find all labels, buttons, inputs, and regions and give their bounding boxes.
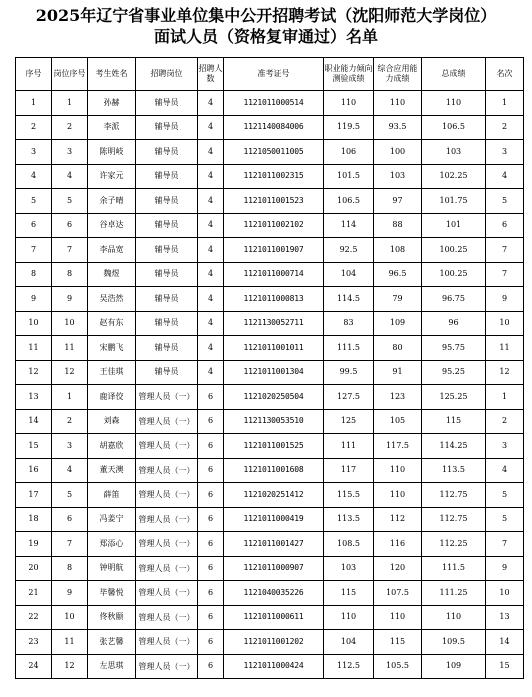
cell-name: 谷卓达: [88, 213, 136, 238]
cell-ticket: 1121140084006: [224, 115, 324, 140]
cell-name: 李品宽: [88, 238, 136, 263]
cell-seq: 18: [16, 507, 52, 532]
cell-seq: 15: [16, 434, 52, 459]
cell-name: 吴浩然: [88, 287, 136, 312]
cell-total: 100.25: [422, 238, 486, 263]
cell-applied: 80: [374, 336, 422, 361]
table-row: [16, 311, 524, 336]
cell-total: 101.75: [422, 189, 486, 214]
cell-position: 辅导员: [136, 311, 198, 336]
cell-ticket: 1121011002315: [224, 164, 324, 189]
table-row: [16, 483, 524, 508]
cell-applied: 93.5: [374, 115, 422, 140]
cell-ticket: 1121011001907: [224, 238, 324, 263]
cell-ticket: 1121011000714: [224, 262, 324, 287]
cell-total: 109: [422, 654, 486, 679]
cell-ticket: 1121011000424: [224, 654, 324, 679]
table-row: [16, 213, 524, 238]
cell-seq: 16: [16, 458, 52, 483]
cell-ticket: 1121011001608: [224, 458, 324, 483]
cell-ticket: 1121011000813: [224, 287, 324, 312]
cell-aptitude: 110: [324, 91, 374, 116]
cell-post-seq: 7: [52, 532, 88, 557]
cell-rank: 2: [486, 409, 524, 434]
cell-aptitude: 112.5: [324, 654, 374, 679]
cell-rank: 7: [486, 262, 524, 287]
cell-total: 115: [422, 409, 486, 434]
cell-name: 孙赫: [88, 91, 136, 116]
cell-quota: 6: [198, 483, 224, 508]
cell-position: 管理人员（一）: [136, 556, 198, 581]
header-total-score: 总成绩: [422, 58, 486, 91]
cell-ticket: 1121011000514: [224, 91, 324, 116]
cell-total: 111.5: [422, 556, 486, 581]
cell-position: 辅导员: [136, 164, 198, 189]
cell-applied: 115: [374, 630, 422, 655]
cell-aptitude: 111.5: [324, 336, 374, 361]
cell-position: 管理人员（一）: [136, 409, 198, 434]
cell-name: 薛笛: [88, 483, 136, 508]
cell-position: 辅导员: [136, 336, 198, 361]
cell-name: 张艺馨: [88, 630, 136, 655]
cell-total: 111.25: [422, 581, 486, 606]
cell-applied: 117.5: [374, 434, 422, 459]
cell-seq: 7: [16, 238, 52, 263]
cell-total: 113.5: [422, 458, 486, 483]
cell-name: 许家元: [88, 164, 136, 189]
cell-applied: 105: [374, 409, 422, 434]
cell-position: 管理人员（一）: [136, 654, 198, 679]
cell-applied: 79: [374, 287, 422, 312]
cell-name: 刘森: [88, 409, 136, 434]
cell-quota: 4: [198, 213, 224, 238]
cell-ticket: 1121011001525: [224, 434, 324, 459]
cell-aptitude: 111: [324, 434, 374, 459]
cell-total: 112.75: [422, 483, 486, 508]
cell-applied: 120: [374, 556, 422, 581]
cell-total: 95.25: [422, 360, 486, 385]
table-row: [16, 287, 524, 312]
cell-ticket: 1121011000419: [224, 507, 324, 532]
cell-rank: 15: [486, 654, 524, 679]
cell-quota: 6: [198, 434, 224, 459]
cell-name: 冯姜宁: [88, 507, 136, 532]
cell-rank: 5: [486, 189, 524, 214]
cell-seq: 11: [16, 336, 52, 361]
cell-quota: 6: [198, 654, 224, 679]
cell-total: 102.25: [422, 164, 486, 189]
cell-seq: 6: [16, 213, 52, 238]
cell-ticket: 1121130053510: [224, 409, 324, 434]
table-row: [16, 115, 524, 140]
cell-rank: 12: [486, 360, 524, 385]
cell-quota: 6: [198, 532, 224, 557]
cell-aptitude: 99.5: [324, 360, 374, 385]
cell-aptitude: 106.5: [324, 189, 374, 214]
cell-position: 辅导员: [136, 91, 198, 116]
cell-aptitude: 104: [324, 262, 374, 287]
cell-position: 辅导员: [136, 287, 198, 312]
table-row: [16, 385, 524, 410]
cell-applied: 123: [374, 385, 422, 410]
cell-quota: 4: [198, 311, 224, 336]
cell-aptitude: 106: [324, 140, 374, 165]
cell-aptitude: 110: [324, 605, 374, 630]
cell-total: 103: [422, 140, 486, 165]
cell-name: 毕馨悦: [88, 581, 136, 606]
cell-applied: 112: [374, 507, 422, 532]
cell-ticket: 1121011000611: [224, 605, 324, 630]
cell-post-seq: 10: [52, 311, 88, 336]
header-seq: 序号: [16, 58, 52, 91]
cell-aptitude: 104: [324, 630, 374, 655]
cell-seq: 20: [16, 556, 52, 581]
cell-ticket: 1121011000907: [224, 556, 324, 581]
cell-name: 赵有东: [88, 311, 136, 336]
cell-applied: 107.5: [374, 581, 422, 606]
cell-aptitude: 108.5: [324, 532, 374, 557]
cell-post-seq: 1: [52, 91, 88, 116]
cell-aptitude: 115: [324, 581, 374, 606]
title-line-2: 面试人员（资格复审通过）名单: [153, 27, 378, 46]
table-row: [16, 189, 524, 214]
cell-aptitude: 127.5: [324, 385, 374, 410]
cell-rank: 14: [486, 630, 524, 655]
table-body: [16, 91, 524, 679]
cell-seq: 2: [16, 115, 52, 140]
cell-rank: 10: [486, 311, 524, 336]
cell-aptitude: 114: [324, 213, 374, 238]
cell-position: 辅导员: [136, 238, 198, 263]
cell-applied: 110: [374, 458, 422, 483]
cell-quota: 6: [198, 556, 224, 581]
cell-post-seq: 1: [52, 385, 88, 410]
cell-rank: 9: [486, 287, 524, 312]
cell-rank: 4: [486, 164, 524, 189]
cell-applied: 110: [374, 483, 422, 508]
cell-applied: 97: [374, 189, 422, 214]
cell-seq: 9: [16, 287, 52, 312]
cell-aptitude: 114.5: [324, 287, 374, 312]
cell-position: 管理人员（一）: [136, 630, 198, 655]
cell-rank: 5: [486, 507, 524, 532]
cell-applied: 116: [374, 532, 422, 557]
cell-quota: 4: [198, 140, 224, 165]
cell-post-seq: 8: [52, 556, 88, 581]
cell-name: 左思琪: [88, 654, 136, 679]
cell-post-seq: 12: [52, 654, 88, 679]
table-row: [16, 140, 524, 165]
cell-position: 管理人员（一）: [136, 581, 198, 606]
cell-quota: 6: [198, 605, 224, 630]
cell-total: 110: [422, 91, 486, 116]
cell-total: 112.75: [422, 507, 486, 532]
cell-seq: 22: [16, 605, 52, 630]
cell-name: 陈明岐: [88, 140, 136, 165]
cell-name: 魏煜: [88, 262, 136, 287]
cell-seq: 17: [16, 483, 52, 508]
cell-rank: 3: [486, 140, 524, 165]
cell-position: 管理人员（一）: [136, 458, 198, 483]
cell-post-seq: 3: [52, 140, 88, 165]
cell-quota: 4: [198, 115, 224, 140]
cell-applied: 100: [374, 140, 422, 165]
cell-name: 胡嘉欣: [88, 434, 136, 459]
table-row: [16, 556, 524, 581]
cell-position: 管理人员（一）: [136, 385, 198, 410]
cell-seq: 23: [16, 630, 52, 655]
table-row: [16, 654, 524, 679]
cell-quota: 6: [198, 409, 224, 434]
cell-seq: 14: [16, 409, 52, 434]
candidates-table: [15, 57, 524, 679]
table-row: [16, 360, 524, 385]
cell-ticket: 1121011001523: [224, 189, 324, 214]
cell-rank: 6: [486, 213, 524, 238]
cell-post-seq: 9: [52, 581, 88, 606]
cell-aptitude: 117: [324, 458, 374, 483]
cell-ticket: 1121050011005: [224, 140, 324, 165]
cell-applied: 88: [374, 213, 422, 238]
cell-name: 王佳琪: [88, 360, 136, 385]
cell-seq: 8: [16, 262, 52, 287]
cell-aptitude: 92.5: [324, 238, 374, 263]
cell-rank: 1: [486, 91, 524, 116]
cell-position: 辅导员: [136, 262, 198, 287]
cell-quota: 4: [198, 287, 224, 312]
cell-quota: 6: [198, 385, 224, 410]
cell-name: 董天澳: [88, 458, 136, 483]
cell-name: 佟秋颐: [88, 605, 136, 630]
cell-total: 101: [422, 213, 486, 238]
cell-name: 钟明航: [88, 556, 136, 581]
cell-aptitude: 119.5: [324, 115, 374, 140]
cell-post-seq: 9: [52, 287, 88, 312]
cell-rank: 13: [486, 605, 524, 630]
cell-quota: 4: [198, 189, 224, 214]
cell-position: 辅导员: [136, 360, 198, 385]
cell-position: 辅导员: [136, 213, 198, 238]
cell-total: 110: [422, 605, 486, 630]
header-position: 招聘岗位: [136, 58, 198, 91]
cell-name: 余子晴: [88, 189, 136, 214]
header-quota: 招聘人数: [198, 58, 224, 91]
cell-quota: 6: [198, 507, 224, 532]
cell-post-seq: 12: [52, 360, 88, 385]
cell-post-seq: 7: [52, 238, 88, 263]
table-row: [16, 605, 524, 630]
cell-total: 95.75: [422, 336, 486, 361]
cell-aptitude: 103: [324, 556, 374, 581]
cell-post-seq: 4: [52, 164, 88, 189]
cell-aptitude: 125: [324, 409, 374, 434]
cell-ticket: 1121040035226: [224, 581, 324, 606]
cell-post-seq: 4: [52, 458, 88, 483]
cell-post-seq: 6: [52, 507, 88, 532]
table-row: [16, 336, 524, 361]
cell-total: 114.25: [422, 434, 486, 459]
cell-ticket: 1121020251412: [224, 483, 324, 508]
cell-ticket: 1121011001304: [224, 360, 324, 385]
cell-rank: 3: [486, 434, 524, 459]
cell-seq: 1: [16, 91, 52, 116]
cell-ticket: 1121020250504: [224, 385, 324, 410]
header-name: 考生姓名: [88, 58, 136, 91]
document-title: [0, 0, 532, 47]
cell-applied: 109: [374, 311, 422, 336]
cell-quota: 4: [198, 336, 224, 361]
cell-total: 109.5: [422, 630, 486, 655]
cell-total: 106.5: [422, 115, 486, 140]
table-row: [16, 458, 524, 483]
cell-ticket: 1121011001202: [224, 630, 324, 655]
cell-rank: 7: [486, 532, 524, 557]
table-row: [16, 630, 524, 655]
table-row: [16, 409, 524, 434]
title-line-1: 2025年辽宁省事业单位集中公开招聘考试（沈阳师范大学岗位）: [35, 6, 497, 25]
cell-quota: 6: [198, 458, 224, 483]
cell-position: 管理人员（一）: [136, 605, 198, 630]
cell-applied: 108: [374, 238, 422, 263]
cell-post-seq: 5: [52, 483, 88, 508]
cell-post-seq: 5: [52, 189, 88, 214]
table-row: [16, 507, 524, 532]
cell-rank: 9: [486, 556, 524, 581]
cell-quota: 4: [198, 238, 224, 263]
cell-applied: 91: [374, 360, 422, 385]
header-rank: 名次: [486, 58, 524, 91]
cell-applied: 105.5: [374, 654, 422, 679]
cell-total: 112.25: [422, 532, 486, 557]
cell-position: 辅导员: [136, 140, 198, 165]
table-row: [16, 581, 524, 606]
cell-post-seq: 8: [52, 262, 88, 287]
cell-aptitude: 101.5: [324, 164, 374, 189]
cell-quota: 4: [198, 360, 224, 385]
table-row: [16, 164, 524, 189]
cell-seq: 13: [16, 385, 52, 410]
cell-name: 鹿译佼: [88, 385, 136, 410]
cell-total: 96.75: [422, 287, 486, 312]
cell-ticket: 1121130052711: [224, 311, 324, 336]
cell-seq: 24: [16, 654, 52, 679]
cell-total: 96: [422, 311, 486, 336]
cell-rank: 2: [486, 115, 524, 140]
cell-rank: 5: [486, 483, 524, 508]
cell-seq: 5: [16, 189, 52, 214]
cell-position: 辅导员: [136, 189, 198, 214]
header-applied-score: 综合应用能力成绩: [374, 58, 422, 91]
cell-ticket: 1121011002102: [224, 213, 324, 238]
cell-applied: 96.5: [374, 262, 422, 287]
cell-aptitude: 113.5: [324, 507, 374, 532]
cell-post-seq: 6: [52, 213, 88, 238]
cell-quota: 4: [198, 164, 224, 189]
cell-applied: 110: [374, 91, 422, 116]
cell-aptitude: 115.5: [324, 483, 374, 508]
cell-post-seq: 3: [52, 434, 88, 459]
cell-seq: 4: [16, 164, 52, 189]
cell-position: 管理人员（一）: [136, 532, 198, 557]
cell-post-seq: 11: [52, 630, 88, 655]
cell-name: 李派: [88, 115, 136, 140]
cell-rank: 7: [486, 238, 524, 263]
cell-post-seq: 11: [52, 336, 88, 361]
cell-ticket: 1121011001427: [224, 532, 324, 557]
table-row: [16, 91, 524, 116]
cell-quota: 4: [198, 91, 224, 116]
cell-quota: 6: [198, 630, 224, 655]
cell-rank: 4: [486, 458, 524, 483]
cell-aptitude: 83: [324, 311, 374, 336]
cell-total: 100.25: [422, 262, 486, 287]
cell-position: 管理人员（一）: [136, 434, 198, 459]
cell-seq: 19: [16, 532, 52, 557]
cell-post-seq: 10: [52, 605, 88, 630]
cell-rank: 11: [486, 336, 524, 361]
table-row: [16, 262, 524, 287]
cell-seq: 12: [16, 360, 52, 385]
header-ticket: 准考证号: [224, 58, 324, 91]
cell-position: 辅导员: [136, 115, 198, 140]
cell-position: 管理人员（一）: [136, 507, 198, 532]
header-post-seq: 岗位序号: [52, 58, 88, 91]
cell-position: 管理人员（一）: [136, 483, 198, 508]
cell-quota: 6: [198, 581, 224, 606]
cell-seq: 10: [16, 311, 52, 336]
cell-post-seq: 2: [52, 409, 88, 434]
cell-ticket: 1121011001011: [224, 336, 324, 361]
table-row: [16, 532, 524, 557]
cell-total: 125.25: [422, 385, 486, 410]
cell-post-seq: 2: [52, 115, 88, 140]
cell-applied: 110: [374, 605, 422, 630]
cell-name: 宋鹏飞: [88, 336, 136, 361]
cell-quota: 4: [198, 262, 224, 287]
table-row: [16, 434, 524, 459]
cell-seq: 21: [16, 581, 52, 606]
cell-applied: 103: [374, 164, 422, 189]
cell-seq: 3: [16, 140, 52, 165]
cell-rank: 10: [486, 581, 524, 606]
table-header-row: [16, 58, 524, 91]
cell-name: 郑添心: [88, 532, 136, 557]
table-row: [16, 238, 524, 263]
cell-rank: 1: [486, 385, 524, 410]
header-aptitude-score: 职业能力倾向测验成绩: [324, 58, 374, 91]
